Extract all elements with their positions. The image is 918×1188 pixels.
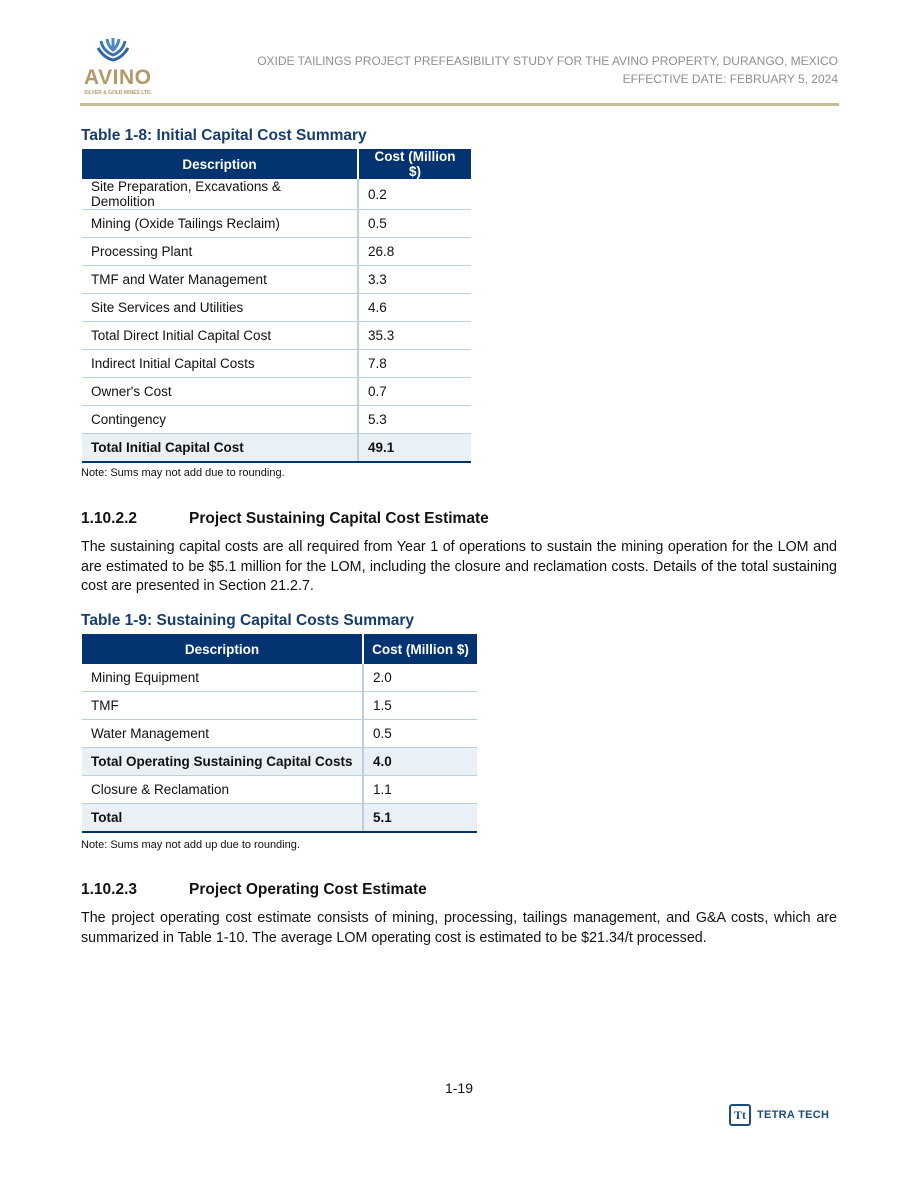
row-cost: 49.1 <box>358 434 471 463</box>
avino-logo <box>80 36 160 98</box>
table-caption: Table 1-8: Initial Capital Cost Summary <box>81 127 367 144</box>
row-description: Site Services and Utilities <box>82 294 358 322</box>
table-header-row <box>82 634 477 664</box>
table-note: Note: Sums may not add due to rounding. <box>81 467 285 479</box>
section-title: Project Operating Cost Estimate <box>189 881 427 898</box>
table-total-row <box>82 804 477 833</box>
header-divider <box>80 103 839 106</box>
section-paragraph: The sustaining capital costs are all required from Year 1 of operations to sustain the mining operation for the LOM and are estimated to be $5.1 million for the LOM, including the closure and reclamation costs. Details of the total sustaining cost are presented in Section 21.2.7. <box>81 539 837 594</box>
row-cost: 1.5 <box>363 692 477 720</box>
table-caption: Table 1-9: Sustaining Capital Costs Summary <box>81 612 415 629</box>
column-header: Cost (Million $) <box>358 149 471 179</box>
avino-emblem-icon <box>96 36 130 66</box>
row-cost: 5.3 <box>358 406 471 434</box>
row-description: Water Management <box>82 720 363 748</box>
row-cost: 4.0 <box>363 748 477 776</box>
row-description: TMF and Water Management <box>82 266 358 294</box>
table-row <box>82 406 471 434</box>
row-description: Processing Plant <box>82 238 358 266</box>
row-description: TMF <box>82 692 363 720</box>
row-description: Mining Equipment <box>82 664 363 692</box>
section-paragraph: The project operating cost estimate consists of mining, processing, tailings management, and G&A costs, which are summarized in Table 1-10. The average LOM operating cost is estimated to be $21.34/t processed. <box>81 910 837 946</box>
tetra-tech-wordmark: TETRA TECH <box>757 1109 830 1121</box>
column-header: Description <box>82 634 363 664</box>
section-heading <box>81 510 489 528</box>
table-row <box>82 266 471 294</box>
row-cost: 4.6 <box>358 294 471 322</box>
section-number: 1.10.2.2 <box>81 510 138 527</box>
section-heading <box>81 881 427 899</box>
header-title: OXIDE TAILINGS PROJECT PREFEASIBILITY STUDY FOR THE AVINO PROPERTY, DURANGO, MEXICO <box>257 54 838 68</box>
row-description: Site Preparation, Excavations & Demolition <box>82 179 358 210</box>
initial-capital-cost-table <box>82 149 471 463</box>
table-total-row <box>82 434 471 463</box>
row-description: Total Direct Initial Capital Cost <box>82 322 358 350</box>
table-header-row <box>82 149 471 179</box>
row-cost: 2.0 <box>363 664 477 692</box>
page-number: 1-19 <box>444 1080 474 1096</box>
table-row <box>82 210 471 238</box>
row-cost: 3.3 <box>358 266 471 294</box>
row-description: Owner's Cost <box>82 378 358 406</box>
row-cost: 35.3 <box>358 322 471 350</box>
row-description: Total Initial Capital Cost <box>82 434 358 463</box>
table-row <box>82 179 471 210</box>
table-subtotal-row <box>82 748 477 776</box>
row-description: Total Operating Sustaining Capital Costs <box>82 748 363 776</box>
row-cost: 0.5 <box>358 210 471 238</box>
table-row <box>82 322 471 350</box>
row-cost: 0.5 <box>363 720 477 748</box>
row-cost: 0.7 <box>358 378 471 406</box>
header-date: EFFECTIVE DATE: FEBRUARY 5, 2024 <box>622 72 838 86</box>
tetra-tech-mark-icon: Tt <box>729 1104 751 1126</box>
logo-name: AVINO <box>84 66 152 89</box>
tetra-tech-logo <box>729 1104 829 1126</box>
table-row <box>82 378 471 406</box>
row-cost: 1.1 <box>363 776 477 804</box>
table-row <box>82 238 471 266</box>
table-row <box>82 692 477 720</box>
row-description: Mining (Oxide Tailings Reclaim) <box>82 210 358 238</box>
section-number: 1.10.2.3 <box>81 881 138 898</box>
column-header: Cost (Million $) <box>363 634 477 664</box>
row-cost: 0.2 <box>358 179 471 210</box>
row-cost: 26.8 <box>358 238 471 266</box>
row-description: Indirect Initial Capital Costs <box>82 350 358 378</box>
row-description: Contingency <box>82 406 358 434</box>
column-header: Description <box>82 149 358 179</box>
table-note: Note: Sums may not add up due to rounding. <box>81 839 300 851</box>
sustaining-capital-cost-table <box>82 634 477 833</box>
table-row <box>82 294 471 322</box>
table-row <box>82 664 477 692</box>
row-description: Total <box>82 804 363 833</box>
table-row <box>82 720 477 748</box>
row-cost: 5.1 <box>363 804 477 833</box>
table-row <box>82 776 477 804</box>
table-row <box>82 350 471 378</box>
document-header <box>257 52 838 88</box>
logo-subtitle: SILVER & GOLD MINES LTD. <box>84 90 152 96</box>
section-title: Project Sustaining Capital Cost Estimate <box>189 510 489 527</box>
row-description: Closure & Reclamation <box>82 776 363 804</box>
row-cost: 7.8 <box>358 350 471 378</box>
